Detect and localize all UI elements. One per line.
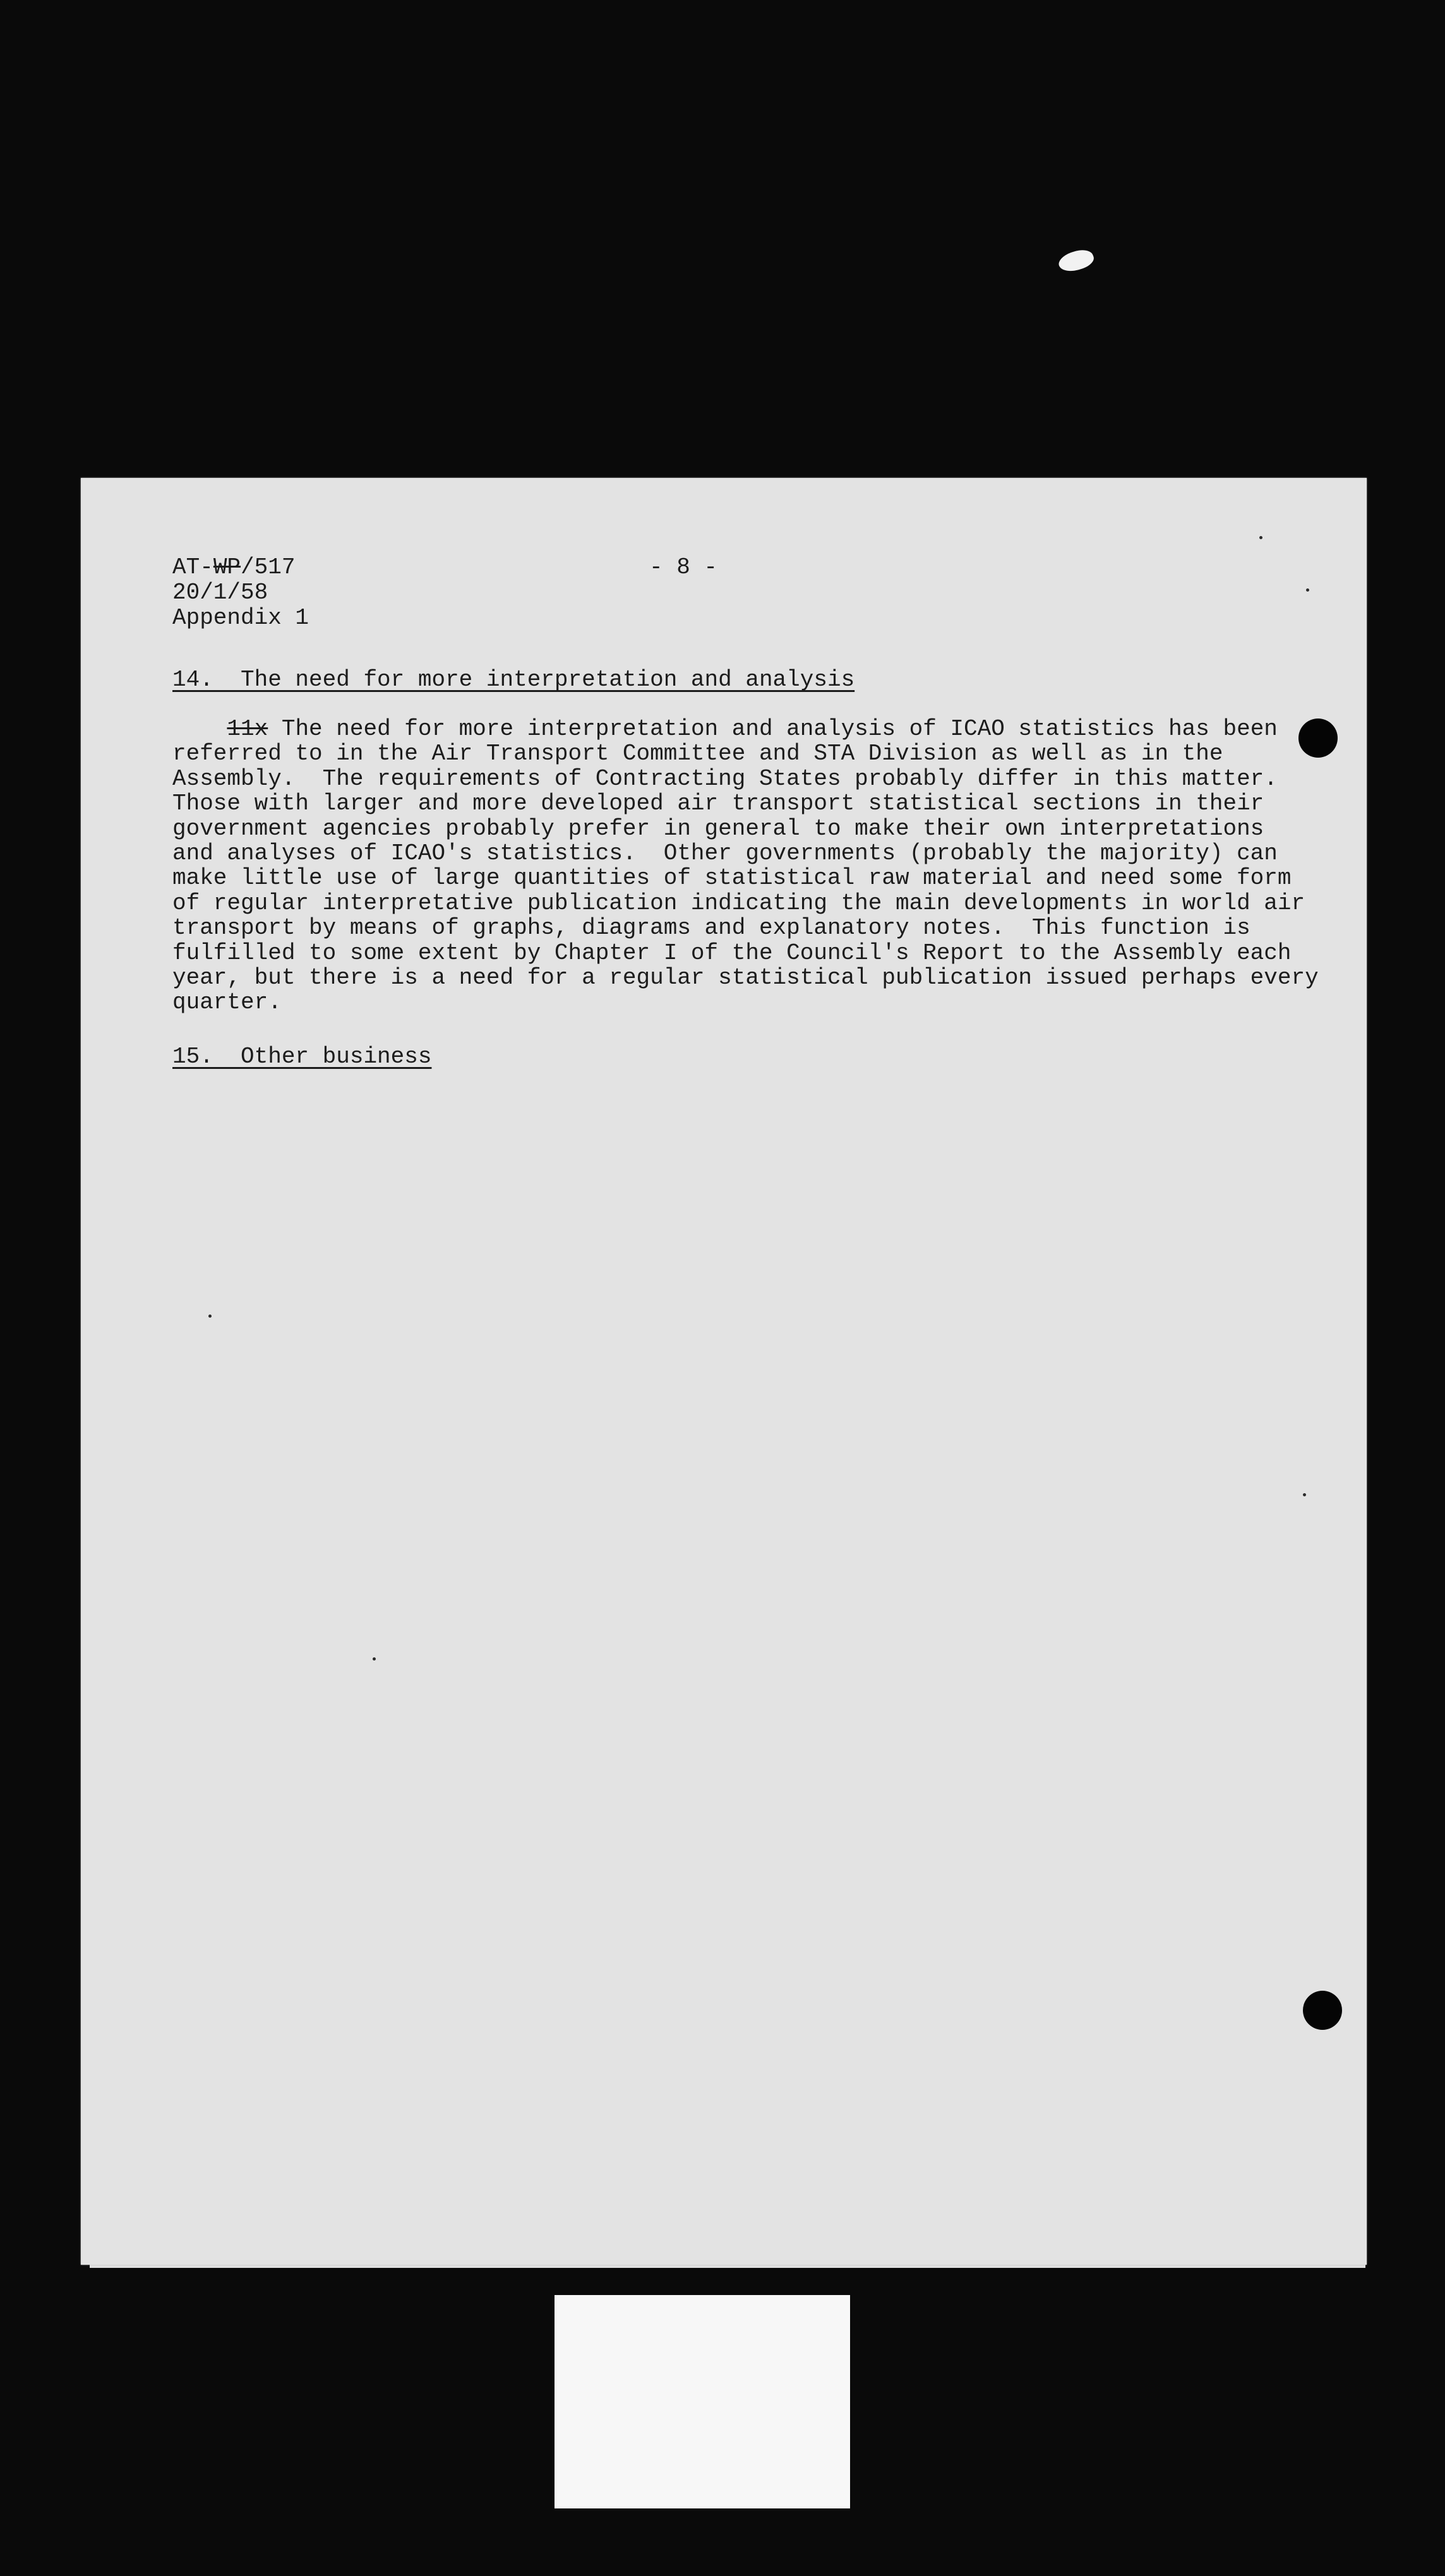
paper-speck	[373, 1657, 376, 1661]
document-page	[81, 478, 1367, 2265]
paragraph-line: The need for more interpretation and analysis of ICAO statistics has been	[268, 716, 1278, 742]
ref-suffix: /517	[241, 554, 296, 580]
document-reference-block	[172, 555, 309, 631]
struck-paragraph-mark: 11x	[227, 716, 268, 742]
page-number: - 8 -	[649, 554, 718, 580]
document-date: 20/1/58	[172, 580, 268, 605]
section-15-heading: 15. Other business	[172, 1044, 432, 1070]
paragraph-line: fulfilled to some extent by Chapter I of the Council's Report to the Assembly each	[172, 939, 1292, 966]
punch-hole-upper	[1298, 719, 1338, 758]
paragraph-line: government agencies probably prefer in general to make their own interpretations	[172, 815, 1264, 842]
paragraph-line: and analyses of ICAO's statistics. Other governments (probably the majority) can	[172, 840, 1278, 867]
paragraph-line: referred to in the Air Transport Committee and STA Division as well as in the	[172, 741, 1223, 767]
ref-prefix: AT-	[172, 554, 213, 580]
punch-hole-lower	[1303, 1991, 1342, 2030]
paper-speck	[208, 1315, 212, 1318]
film-target-card	[555, 2295, 850, 2508]
appendix-label: Appendix 1	[172, 605, 309, 631]
paragraph-line: make little use of large quantities of statistical raw material and need some form	[172, 865, 1292, 891]
ref-struck-text: WP	[213, 554, 241, 580]
section-14-paragraph	[172, 717, 1319, 1015]
paragraph-line: of regular interpretative publication indicating the main developments in world air	[172, 890, 1305, 916]
section-14-heading: 14. The need for more interpretation and analysis	[172, 667, 855, 693]
para-indent	[172, 716, 227, 742]
paragraph-line: year, but there is a need for a regular statistical publication issued perhaps every	[172, 965, 1319, 991]
paper-speck	[1303, 1493, 1306, 1496]
paper-speck	[1259, 536, 1262, 539]
paper-speck	[1306, 588, 1309, 592]
paragraph-line: Those with larger and more developed air transport statistical sections in their	[172, 790, 1264, 817]
paragraph-line: Assembly. The requirements of Contracting States probably differ in this matter.	[172, 765, 1278, 792]
paragraph-line: quarter.	[172, 989, 282, 1016]
paragraph-line: transport by means of graphs, diagrams and explanatory notes. This function is	[172, 915, 1250, 941]
